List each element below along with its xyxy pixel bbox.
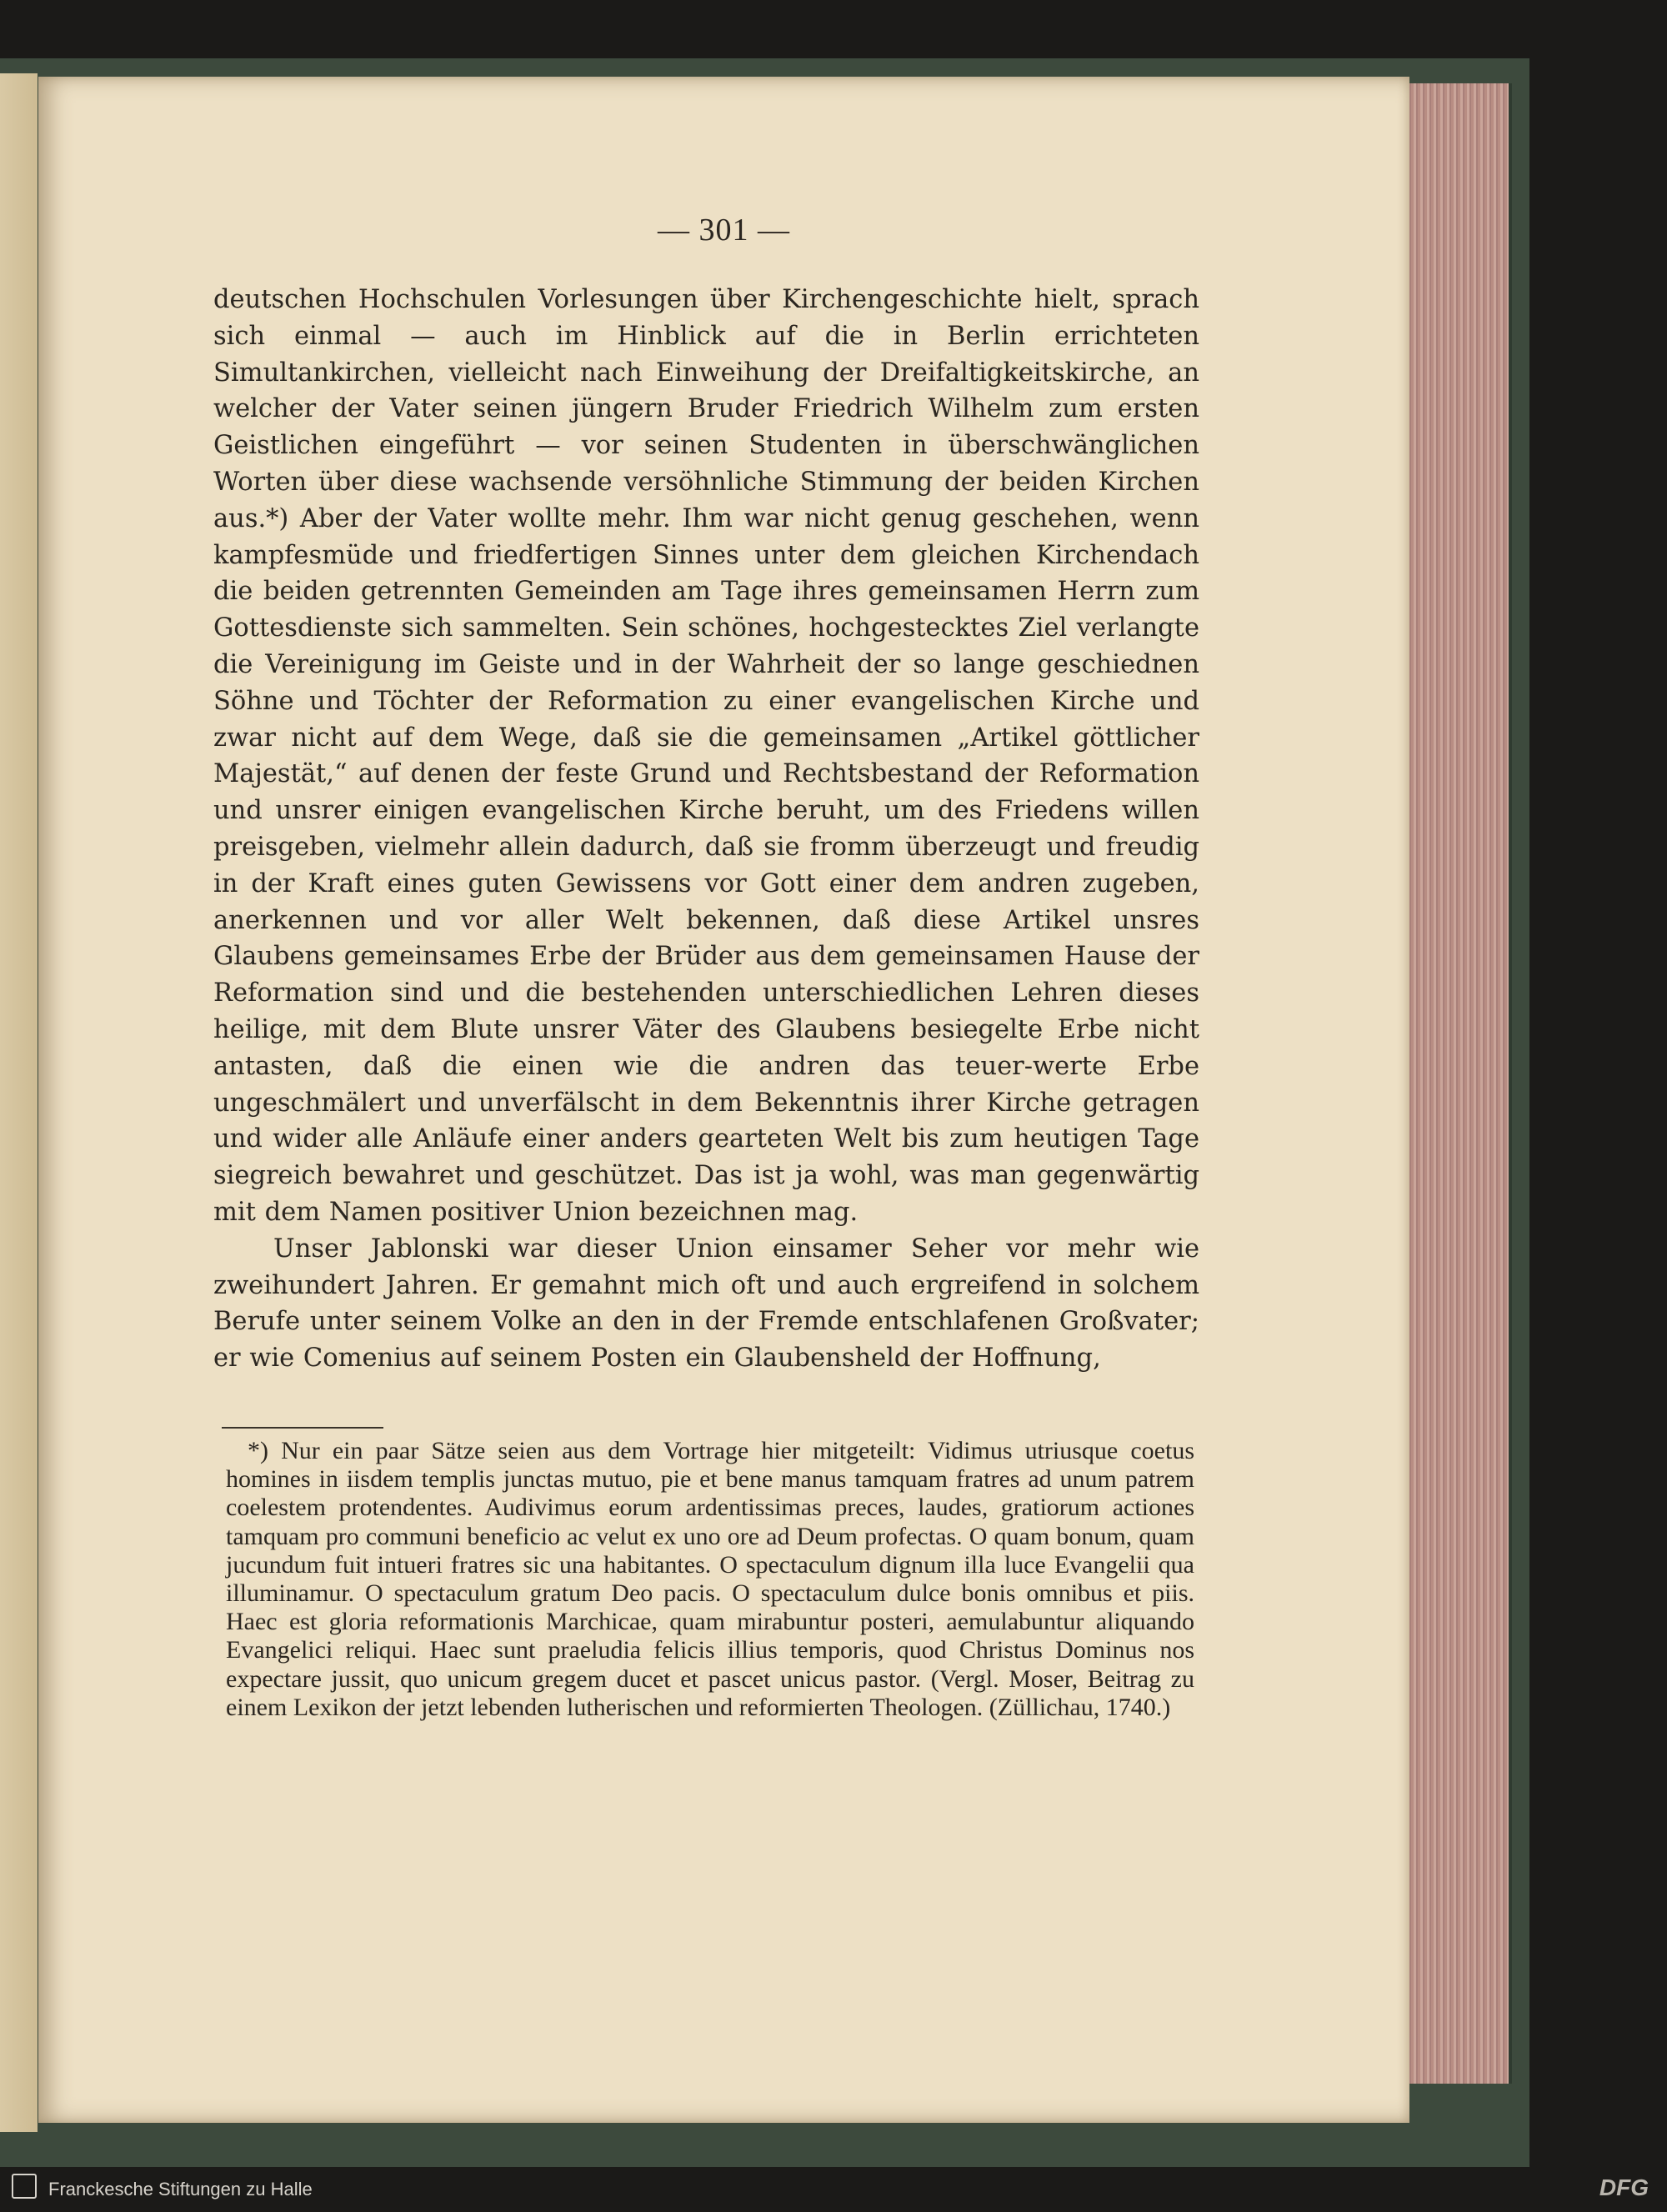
footnote (226, 1437, 1194, 1722)
footnote-separator (222, 1427, 383, 1429)
dfg-logo: DFG (1599, 2174, 1649, 2200)
facing-page-edge (0, 73, 38, 2132)
footnote-text: *) Nur ein paar Sätze seien aus dem Vortrage hier mitgeteilt: Vidimus utriusque coetus homines in iisdem templis junctas mutuo, pie et bene manus tamquam fratres ad unum patrem coelestem protendentes. Audivimus eorum ardentissimas preces, laudes, gratiorum actiones tamquam pro communi beneficio ac velut ex uno ore ad Deum profectas. O quam bonum, quam jucundum fuit intueri fratres sic una habitantes. O spectaculum dignum illa luce Evangelii qua illuminamur. O spectaculum gratum Deo pacis. O spectaculum dulce bonis omnibus et piis. Haec est gloria reformationis Marchicae, quam mirabuntur posteri, aemulabuntur aliquando Evangelici reliqui. Haec sunt praeludia felicis illius temporis, quod Christus Dominus nos expectare jussit, quo unicum gregem ducet et pascet unicus pastor. (Vergl. Moser, Beitrag zu einem Lexikon der jetzt lebenden lutherischen und reformierten Theologen. (Züllichau, 1740.) (226, 1437, 1194, 1721)
book-page (38, 77, 1409, 2123)
institution-logo-icon (12, 2174, 37, 2199)
page-number: — 301 — (658, 213, 790, 248)
viewer-footer (0, 2167, 1667, 2212)
institution-name: Franckesche Stiftungen zu Halle (48, 2179, 313, 2199)
paragraph: deutschen Hochschulen Vorlesungen über Kirchengeschichte hielt, sprach sich einmal — auch im Hinblick auf die in Berlin errichteten Simultankirchen, vielleicht nach Einweihung der Dreifaltigkeitskirche, an welcher der Vater seinen jüngern Bruder Friedrich Wilhelm zum ersten Geistlichen eingeführt — vor seinen Studenten in überschwänglichen Worten über diese wachsende versöhnliche Stimmung der beiden Kirchen aus.*) Aber der Vater wollte mehr. Ihm war nicht genug geschehen, wenn kampfesmüde und friedfertigen Sinnes unter dem gleichen Kirchendach die beiden getrennten Gemeinden am Tage ihres gemeinsamen Herrn zum Gottesdienste sich sammelten. Sein schönes, hochgestecktes Ziel verlangte die Vereinigung im Geiste und in der Wahrheit der so lange geschiednen Söhne und Töchter der Reformation zu einer evangelischen Kirche und zwar nicht auf dem Wege, daß sie die gemeinsamen „Artikel göttlicher Majestät,“ auf denen der feste Grund und Rechtsbestand der Reformation und unsrer einigen evangelischen Kirche beruht, um des Friedens willen preisgeben, vielmehr allein dadurch, daß sie fromm überzeugt und freudig in der Kraft eines guten Gewissens vor Gott einer dem andren zugeben, anerkennen und vor aller Welt bekennen, daß diese Artikel unsres Glaubens gemeinsames Erbe der Brüder aus dem gemeinsamen Hause der Reformation sind und die bestehenden unterschiedlichen Lehren dieses heilige, mit dem Blute unsrer Väter des Glaubens besiegelte Erbe nicht antasten, daß die einen wie die andren das teuer-werte Erbe ungeschmälert und unverfälscht in dem Bekenntnis ihrer Kirche getragen und wider alle Anläufe einer anders gearteten Welt bis zum heutigen Tage siegreich bewahret und geschützet. Das ist ja wohl, was man gegenwärtig mit dem Namen positiver Union bezeichnen mag. (213, 285, 1199, 1227)
page-edges (1404, 83, 1512, 2084)
body-text (213, 282, 1199, 1377)
paragraph: Unser Jablonski war dieser Union einsamer Seher vor mehr wie zweihundert Jahren. Er gemahnt mich oft und auch ergreifend in solchem Berufe unter seinem Volke an den in der Fremde entschlafenen Großvater; er wie Comenius auf seinem Posten ein Glaubensheld der Hoffnung, (213, 1234, 1199, 1374)
